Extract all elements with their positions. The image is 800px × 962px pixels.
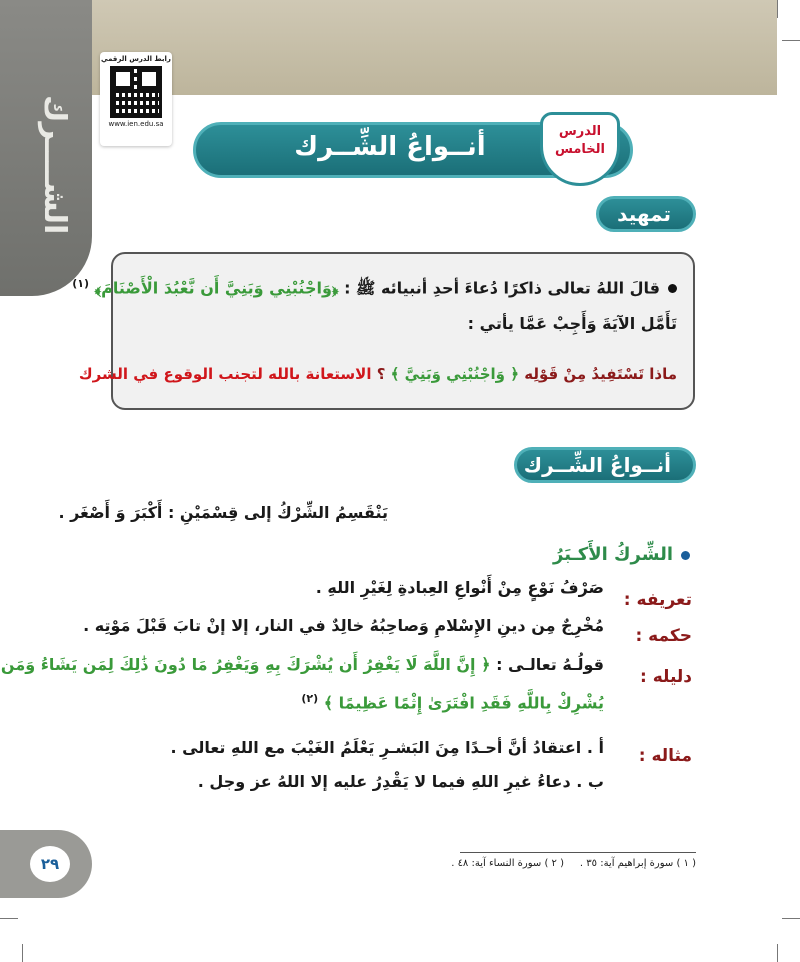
crop-mark [0,918,18,919]
intro-question [78,356,677,392]
intro-line-2: تَأَمَّل الآيَةَ وَأَجِبْ عَمَّا يأتي : [467,314,677,334]
footnote-1: ( ١ ) سورة إبراهيم آية: ٣٥ . [579,858,696,869]
qr-code-icon[interactable] [110,66,162,118]
major-shirk-heading [553,544,690,565]
footnotes [420,858,696,869]
question-mark: ؟ [376,365,386,384]
division-text: يَنْقَسِمُ الشِّرْكُ إلى قِسْمَيْنِ : أَكْبَرَ وَ أَصْغَر . [58,503,388,522]
example-b: ب . دعاءُ غيرِ اللهِ فيما لا يَقْدِرُ عليه إلا اللهُ عز وجل . [197,772,604,791]
footnote-ref-1: (١) [72,277,89,290]
ruling-label: حكمه : [635,626,692,646]
intro-section-header: تمهيد [596,196,696,232]
bullet-icon [681,551,690,560]
major-shirk-title: الشِّركُ الأَكـبَرُ [553,544,673,565]
definition-text: صَرْفُ نَوْعٍ مِنْ أَنْواعِ العِبادةِ لِغَيْرِ اللهِ . [315,578,604,597]
qr-url[interactable]: www.ien.edu.sa [108,120,164,128]
evidence-verse-1: ﴿ إِنَّ اللَّهَ لَا يَغْفِرُ أَن يُشْرَكَ بِهِ وَيَغْفِرُ مَا دُونَ ذَٰلِكَ لِمَن يَشَاءُ وَمَن [0,655,491,674]
evidence-intro: قولُـهُ تعالـى : [496,655,604,674]
question-verse: ﴿ وَاجْنُبْنِي وَبَنِيَّ ﴾ [390,365,519,384]
question-text: ماذا تَسْتَفِيدُ مِنْ قَوْلِه [524,365,677,384]
intro-line-1 [72,266,677,306]
crop-mark [777,0,778,18]
crop-mark [782,40,800,41]
intro-text: قالَ اللهُ تعالى ذاكرًا دُعاءَ أحدِ أنبيائه ﷺ : [344,278,660,298]
definition-label: تعريفه : [623,590,692,610]
evidence-line-2 [301,692,604,712]
page-number: ٢٩ [30,846,70,882]
example-label: مثاله : [638,746,692,766]
intro-verse: ﴿وَاجْنُبْنِي وَبَنِيَّ أَن نَّعْبُدَ الْأَصْنَامَ﴾ [94,278,339,298]
lesson-title: أنــواعُ الشِّــرك [294,132,486,162]
example-a: أ . اعتقادُ أنَّ أحـدًا مِنَ البَشـرِ يَعْلَمُ الغَيْبَ مع اللهِ تعالى . [170,738,604,757]
evidence-line-1 [1,655,604,674]
digital-lesson-qr[interactable] [100,52,172,146]
ruling-text: مُخْرِجٌ مِن دينِ الإِسْلامِ وَصاحِبُهُ خالِدٌ في النار، إلا إنْ تابَ قَبْلَ مَوْتِه . [83,616,604,635]
evidence-verse-2: يُشْرِكْ بِاللَّهِ فَقَدِ افْتَرَىٰ إِثْمًا عَظِيمًا ﴾ [323,693,604,713]
lesson-tag-line2: الخامس [554,142,605,157]
footnote-2: ( ٢ ) سورة النساء آية: ٤٨ . [451,858,564,869]
footnote-rule [460,852,696,853]
footnote-ref-2: (٢) [301,692,319,705]
unit-side-title: الشــــرك [37,95,72,235]
evidence-label: دليله : [639,667,692,687]
bullet-icon [668,284,677,293]
intro-box [72,252,695,410]
crop-mark [22,944,23,962]
question-answer: الاستعانة بالله لتجنب الوقوع في الشرك [78,365,372,384]
crop-mark [782,918,800,919]
qr-label: رابط الدرس الرقمي [101,55,171,63]
lesson-tag-line1: الدرس [558,124,602,139]
crop-mark [777,944,778,962]
types-section-header: أنــواعُ الشِّــرك [514,447,696,483]
